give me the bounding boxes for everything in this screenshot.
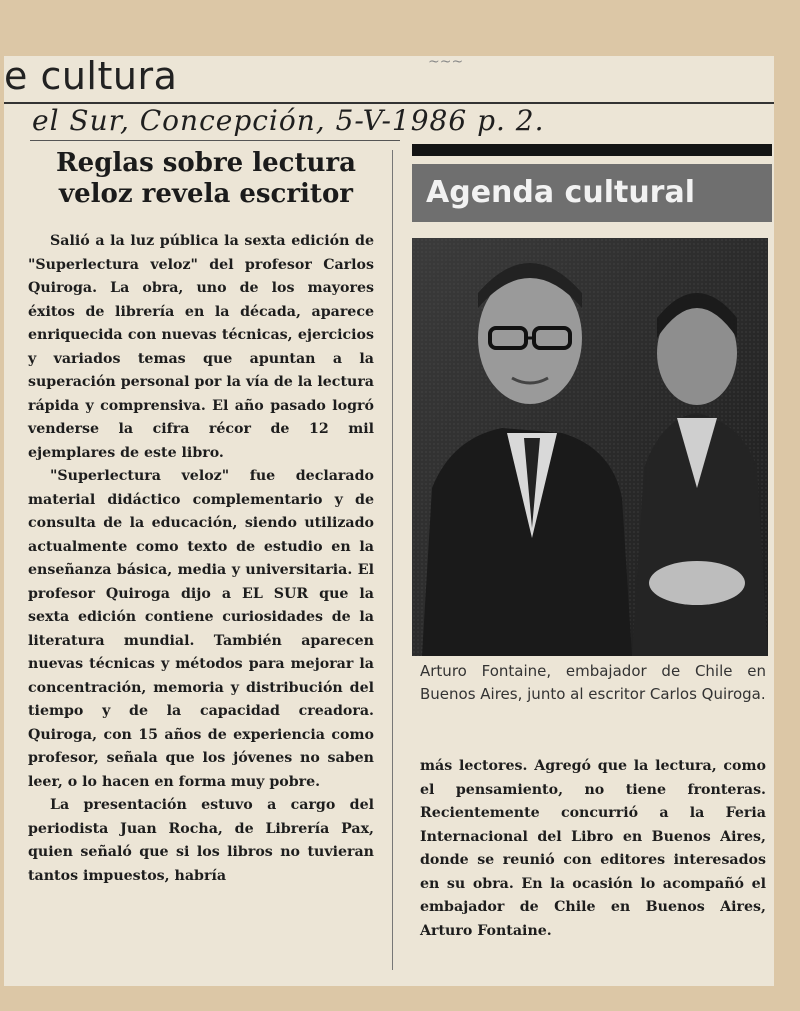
article-continuation: más lectores. Agregó que la lectura, como el pensamiento, no tiene fronteras. Recientemente concurrió a la Feria Internacional del Libro en Buenos Aires, donde se reunió con editores interesados en su obra. En la ocasión lo acompañó el embajador de Chile en Buenos Aires, Arturo Fontaine. bbox=[420, 758, 766, 939]
column-divider bbox=[392, 150, 393, 970]
article-body-right-column bbox=[420, 755, 766, 943]
margin-scribble: ~~~ bbox=[428, 54, 464, 70]
article-paragraph: "Superlectura veloz" fue declarado material didáctico complementario y de consulta de la educación, siendo utilizado actualmente como texto de estudio en la enseñanza básica, media y universitaria. El profesor Quiroga dijo a EL SUR que la sexta edición contiene curiosidades de la literatura mundial. También aparecen nuevas técnicas y métodos para mejorar la concentración, memoria y distribución del tiempo y de la capacidad creadora. Quiroga, con 15 años de experiencia como profesor, señala que los jóvenes no saben leer, o lo hacen en forma muy pobre. bbox=[28, 468, 374, 790]
article-body-left-column bbox=[28, 230, 374, 888]
agenda-cultural-header: Agenda cultural bbox=[412, 164, 772, 222]
article-paragraph: Salió a la luz pública la sexta edición de "Superlectura veloz" del profesor Carlos Quiroga. La obra, uno de los mayores éxitos de librería en la década, aparece enriquecida con nuevas técnicas, ejercicios y variados temas que apuntan a la superación personal por la vía de la lectura rápida y comprensiva. El año pasado logró venderse la cifra récor de 12 mil ejemplares de este libro. bbox=[28, 233, 374, 461]
article-paragraph: La presentación estuvo a cargo del periodista Juan Rocha, de Librería Pax, quien señaló que si los libros no tuvieran tantos impuestos, habría bbox=[28, 797, 374, 884]
handwriting-underline bbox=[30, 140, 400, 141]
photo-illustration bbox=[412, 238, 768, 656]
article-headline: Reglas sobre lectura veloz revela escritor bbox=[56, 148, 356, 209]
portrait-photo bbox=[412, 238, 768, 656]
handwritten-source-note: el Sur, Concepción, 5-V-1986 p. 2. bbox=[32, 104, 545, 137]
photo-caption: Arturo Fontaine, embajador de Chile en Buenos Aires, junto al escritor Carlos Quiroga. bbox=[420, 662, 766, 703]
agenda-top-bar bbox=[412, 144, 772, 156]
section-title: e cultura bbox=[4, 54, 178, 98]
